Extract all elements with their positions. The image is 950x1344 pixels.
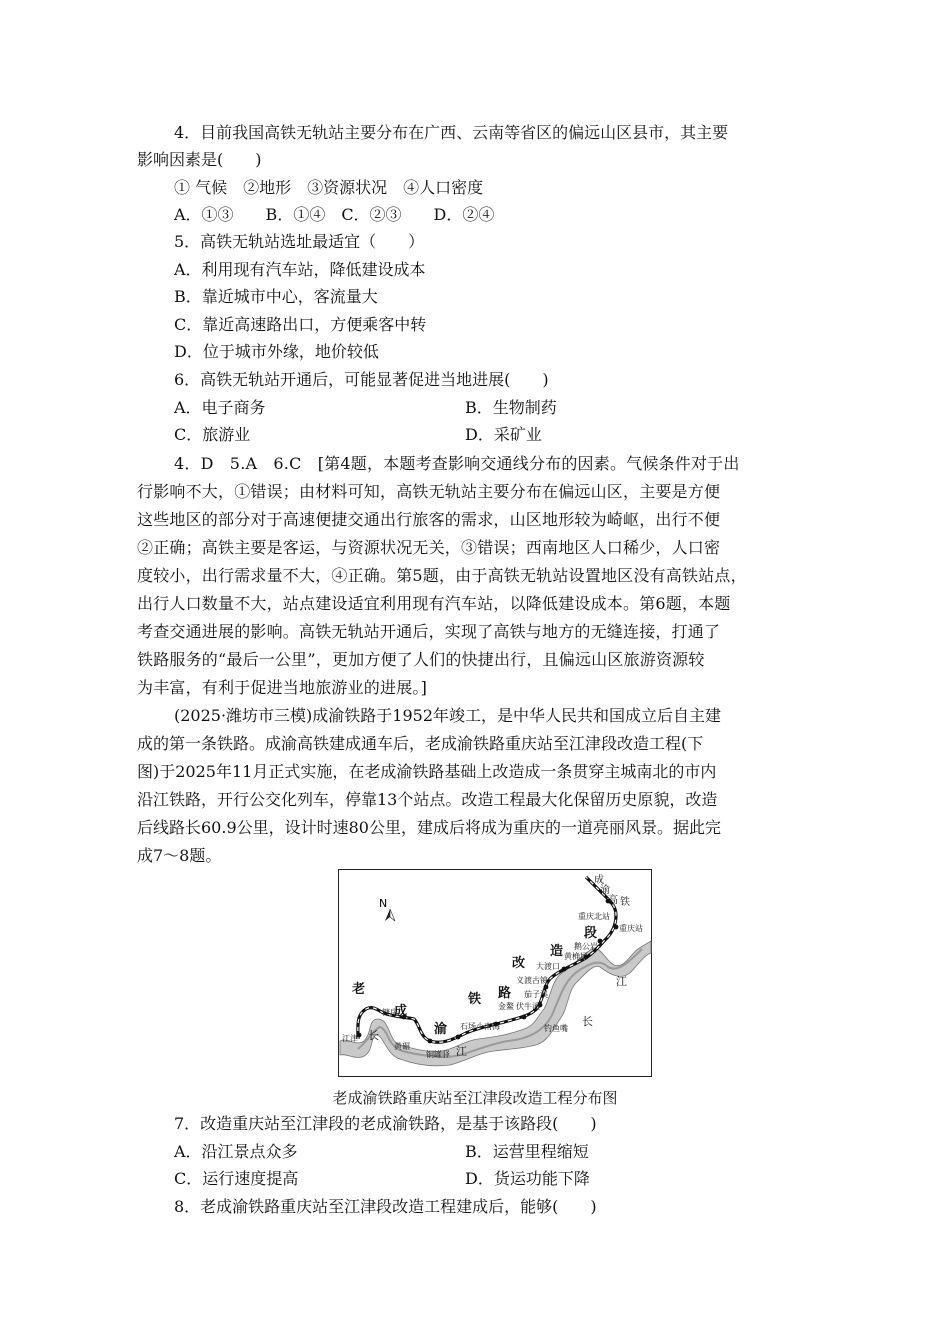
passage-line: 成的第一条铁路。成渝高铁建成通车后，老成渝铁路重庆站至江津段改造工程(下 xyxy=(137,734,704,753)
map-label-gao: 高 xyxy=(608,895,618,906)
q8-stem: 8．老成渝铁路重庆站至江津段改造工程建成后，能够( ) xyxy=(174,1197,597,1216)
station-diaoyu: 钓鱼嘴 xyxy=(544,1024,568,1033)
map-label-yu-main: 渝 xyxy=(434,1022,448,1037)
passage-line: 后线路长60.9公里，设计时速80公里，建成后将成为重庆的一道亮丽风景。据此完 xyxy=(137,818,721,837)
q6-option-c: C．旅游业 xyxy=(174,425,251,444)
river-label-jiang-1: 江 xyxy=(616,975,627,988)
q4-stem-line1: 4．目前我国高铁无轨站主要分布在广西、云南等省区的偏远山区县市，其主要 xyxy=(174,123,729,142)
passage-line: 成7～8题。 xyxy=(137,846,222,865)
figure-caption: 老成渝铁路重庆站至江津段改造工程分布图 xyxy=(332,1089,618,1107)
map-label-cheng-main: 成 xyxy=(394,1004,408,1019)
station-egongyan: 鹅公岩 xyxy=(574,942,598,951)
q5-option-b: B．靠近城市中心，客流量大 xyxy=(174,287,378,306)
station-dot xyxy=(614,925,619,930)
q6-option-b: B．生物制药 xyxy=(465,398,557,417)
passage-line: 图)于2025年11月正式实施，在老成渝铁路基础上改造成一条贯穿主城南北的市内 xyxy=(137,762,717,781)
answer-line: 为丰富，有利于促进当地旅游业的进展。] xyxy=(137,678,428,697)
q5-option-c: C．靠近高速路出口，方便乘客中转 xyxy=(174,315,427,334)
q4-items: ① 气候 ②地形 ③资源状况 ④人口密度 xyxy=(174,178,484,197)
q7-option-a: A．沿江景点众多 xyxy=(174,1142,298,1161)
river-label-chang-2: 长 xyxy=(368,1029,379,1042)
map-label-tie-main: 铁 xyxy=(468,992,482,1007)
q7-stem: 7．改造重庆站至江津段的老成渝铁路，是基于该路段( ) xyxy=(174,1114,597,1133)
map-label-lao: 老 xyxy=(352,982,366,997)
answer-line: 出行人口数量不大，站点建设适宜利用现有汽车站，以降低建设成本。第6题，本题 xyxy=(137,594,731,613)
station-dot xyxy=(456,1035,461,1040)
map-label-duan: 段 xyxy=(584,926,598,941)
q6-option-a: A．电子商务 xyxy=(174,398,266,417)
q4-stem-line2: 影响因素是( ) xyxy=(137,150,262,169)
station-yidu: 义渡古镇 xyxy=(516,976,548,985)
north-label: N xyxy=(379,897,388,910)
q7-option-c: C．运行速度提高 xyxy=(174,1169,299,1188)
river-label-chang-1: 长 xyxy=(582,1015,593,1028)
map-label-yu: 渝 xyxy=(600,885,610,896)
station-tangfang: 糖房 xyxy=(382,1008,398,1017)
station-maoersi: 茄子溪 xyxy=(524,990,548,999)
station-huangqi: 黄碾 xyxy=(394,1042,410,1051)
passage-line: 沿江铁路，开行公交化列车，停靠13个站点。改造工程最大化保留历史原貌，改造 xyxy=(137,790,718,809)
station-dot xyxy=(544,985,549,990)
station-jinqiao: 金鳌 xyxy=(498,1002,514,1011)
map-label-tie: 铁 xyxy=(620,897,630,908)
river-label-jiang-2: 江 xyxy=(456,1045,467,1058)
map-label-zao: 造 xyxy=(550,944,564,959)
station-dadukou: 大渡口 xyxy=(536,962,560,971)
q5-option-d: D．位于城市外缘，地价较低 xyxy=(174,342,379,361)
map-label-gai: 改 xyxy=(512,956,526,971)
station-dot xyxy=(598,939,603,944)
map-label-cheng: 成 xyxy=(594,875,604,886)
station-chongqing-north: 重庆北站 xyxy=(578,912,610,921)
q7-option-d: D．货运功能下降 xyxy=(465,1169,590,1188)
answer-line: 考查交通进展的影响。高铁无轨站开通后，实现了高铁与地方的无缝连接，打通了 xyxy=(137,622,721,641)
station-dot xyxy=(562,967,567,972)
q4-options: A．①③ B．①④ C．②③ D．②④ xyxy=(174,205,495,224)
answer-line: 这些地区的部分对于高速便捷交通出行旅客的需求，山区地形较为崎岖，出行不便 xyxy=(137,510,721,529)
station-huanghuayuan: 黄桷坪 xyxy=(564,952,588,961)
q5-option-a: A．利用现有汽车站，降低建设成本 xyxy=(174,260,426,279)
map-label-lu: 路 xyxy=(498,986,512,1001)
answer-line: 4．D 5.A 6.C [第4题，本题考查影响交通线分布的因素。气候条件对于出 xyxy=(174,454,740,473)
station-jiangjin: 江津 xyxy=(342,1034,358,1043)
station-dot xyxy=(428,1039,433,1044)
railway-map xyxy=(338,869,652,1077)
answer-line: 铁路服务的“最后一公里”，更加方便了人们的快捷出行，且偏远山区旅游资源较 xyxy=(137,650,705,669)
passage-line: (2025·潍坊市三模)成渝铁路于1952年竣工，是中华人民共和国成立后自主建 xyxy=(174,706,722,725)
answer-line: 行影响不大，①错误；由材料可知，高铁无轨站主要分布在偏远山区，主要是方便 xyxy=(137,482,721,501)
q5-stem: 5．高铁无轨站选址最适宜（ ） xyxy=(174,232,425,251)
station-xiaonan: 石场小南海 xyxy=(460,1022,500,1031)
station-dot xyxy=(522,1015,527,1020)
station-chongqing: 重庆站 xyxy=(619,924,643,933)
answer-line: ②正确；高铁主要是客运，与资源状况无关，③错误；西南地区人口稀少，人口密 xyxy=(137,538,721,557)
station-tongguan: 铜罐驿 xyxy=(426,1050,450,1059)
q6-stem: 6．高铁无轨站开通后，可能显著促进当地进展( ) xyxy=(174,370,549,389)
q6-option-d: D．采矿业 xyxy=(465,425,542,444)
q7-option-b: B．运营里程缩短 xyxy=(465,1142,589,1161)
answer-line: 度较小，出行需求量不大，④正确。第5题，由于高铁无轨站设置地区没有高铁站点， xyxy=(137,566,747,585)
station-banniu: 伏牛溪 xyxy=(516,1002,540,1011)
